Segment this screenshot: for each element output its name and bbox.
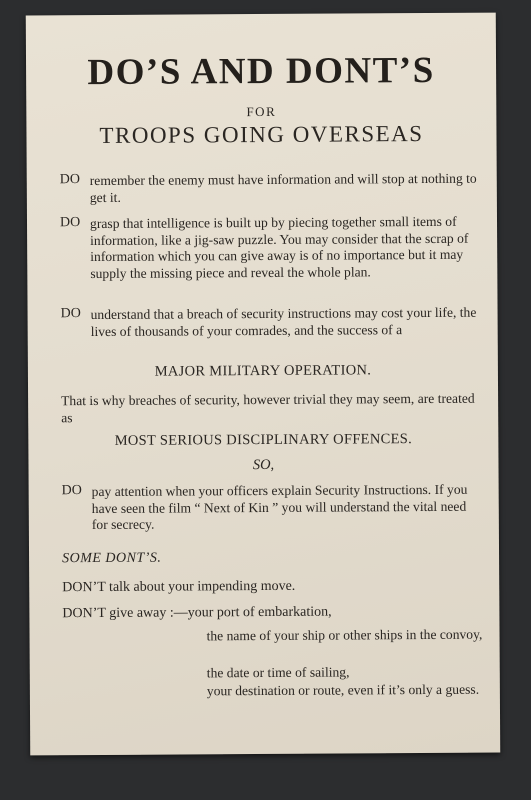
do-keyword-3: DO [60, 306, 81, 322]
offences-line: MOST SERIOUS DISCIPLINARY OFFENCES. [114, 431, 413, 449]
document-subtitle: TROOPS GOING OVERSEAS [99, 121, 424, 148]
dont-text-2: give away :—your port of embarkation, [109, 604, 332, 621]
do-text-4: pay attention when your officers explain Security Instructions. If you have seen the film “ Next of Kin ” you will understand the vital need for secrecy. [91, 481, 468, 533]
so-line: SO, [252, 456, 275, 474]
do-text-1: remember the enemy must have information and will stop at nothing to get it. [89, 170, 477, 205]
dont-keyword-1: DON’T [62, 579, 106, 596]
document-for: FOR [246, 103, 277, 120]
dont-line-1 [62, 579, 295, 596]
do-keyword-4: DO [61, 483, 82, 499]
some-donts-heading: SOME DONT’S. [62, 550, 162, 567]
dont-list-item-1: the name of your ship or other ships in the convoy, [206, 626, 483, 644]
document-title: DO’S AND DONT’S [87, 49, 435, 94]
dont-list-item-3: your destination or route, even if it’s only a guess. [206, 681, 480, 699]
do-keyword-2: DO [59, 215, 81, 231]
do-keyword-1: DO [59, 172, 81, 188]
do-text-2: grasp that intelligence is built up by piecing together small items of information, like a jig-saw puzzle. You may consider that the scrap of information which you can give away is of no importance but it may supply the missing piece and reveal the whole plan. [89, 213, 469, 281]
leaflet-page [26, 13, 501, 756]
major-operation-line: MAJOR MILITARY OPERATION. [154, 362, 372, 380]
do-text-3: understand that a breach of security instructions may cost your life, the lives of thousands of your comrades, and the success of a [90, 304, 477, 339]
dont-text-1: talk about your impending move. [108, 578, 296, 595]
dont-list-item-2: the date or time of sailing, [206, 664, 350, 681]
dont-keyword-2: DON’T [62, 605, 106, 622]
dont-line-2 [62, 605, 331, 623]
that-is-why-text: That is why breaches of security, however trivial they may seem, are treated as [61, 390, 475, 425]
